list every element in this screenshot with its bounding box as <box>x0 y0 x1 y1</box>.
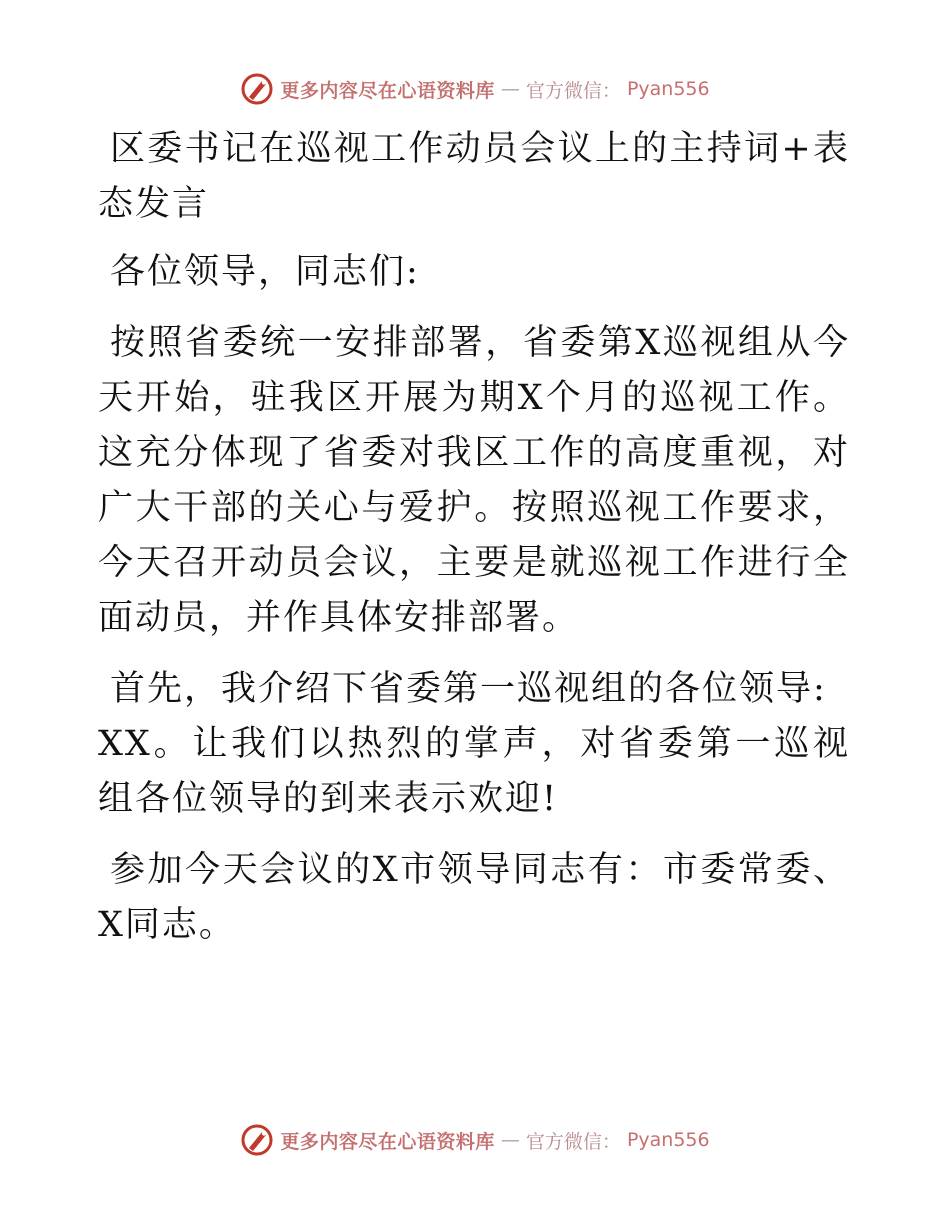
watermark-dash: — <box>500 1129 520 1151</box>
document-title: 区委书记在巡视工作动员会议上的主持词+表态发言 <box>98 129 850 224</box>
footer-watermark <box>0 1123 950 1157</box>
paragraph: 首先，我介绍下省委第一巡视组的各位领导: <box>110 669 827 709</box>
pen-logo-icon <box>240 1123 274 1157</box>
pen-logo-icon <box>240 72 274 106</box>
watermark-wechat-label: 官方微信： <box>525 1130 621 1153</box>
header-watermark <box>0 72 950 106</box>
paragraph: XX。让我们以热烈的掌声，对省委第一巡视组各位领导的到来表示欢迎! <box>98 724 850 819</box>
watermark-text: 更多内容尽在心语资料库 <box>280 1130 495 1153</box>
watermark-wechat-label: 官方微信： <box>525 79 621 102</box>
watermark-dash: — <box>500 78 520 100</box>
paragraph: 按照省委统一安排部署，省委第X巡视组从今天开始，驻我区开展为期X个月的巡视工作。这充分体现了省委对我区工作的高度重视，对广大干部的关心与爱护。按照巡视工作要求，今天召开动员会议，主要是就巡视工作进行全面动员，并作具体安排部署。 <box>98 323 850 638</box>
watermark-wechat-id: Pyan556 <box>626 1129 710 1151</box>
watermark-wechat-id: Pyan556 <box>626 78 710 100</box>
document-body <box>98 122 850 953</box>
paragraph: 参加今天会议的X市领导同志有：市委常委、X同志。 <box>98 850 850 945</box>
greeting: 各位领导，同志们: <box>110 252 420 292</box>
watermark-text: 更多内容尽在心语资料库 <box>280 79 495 102</box>
